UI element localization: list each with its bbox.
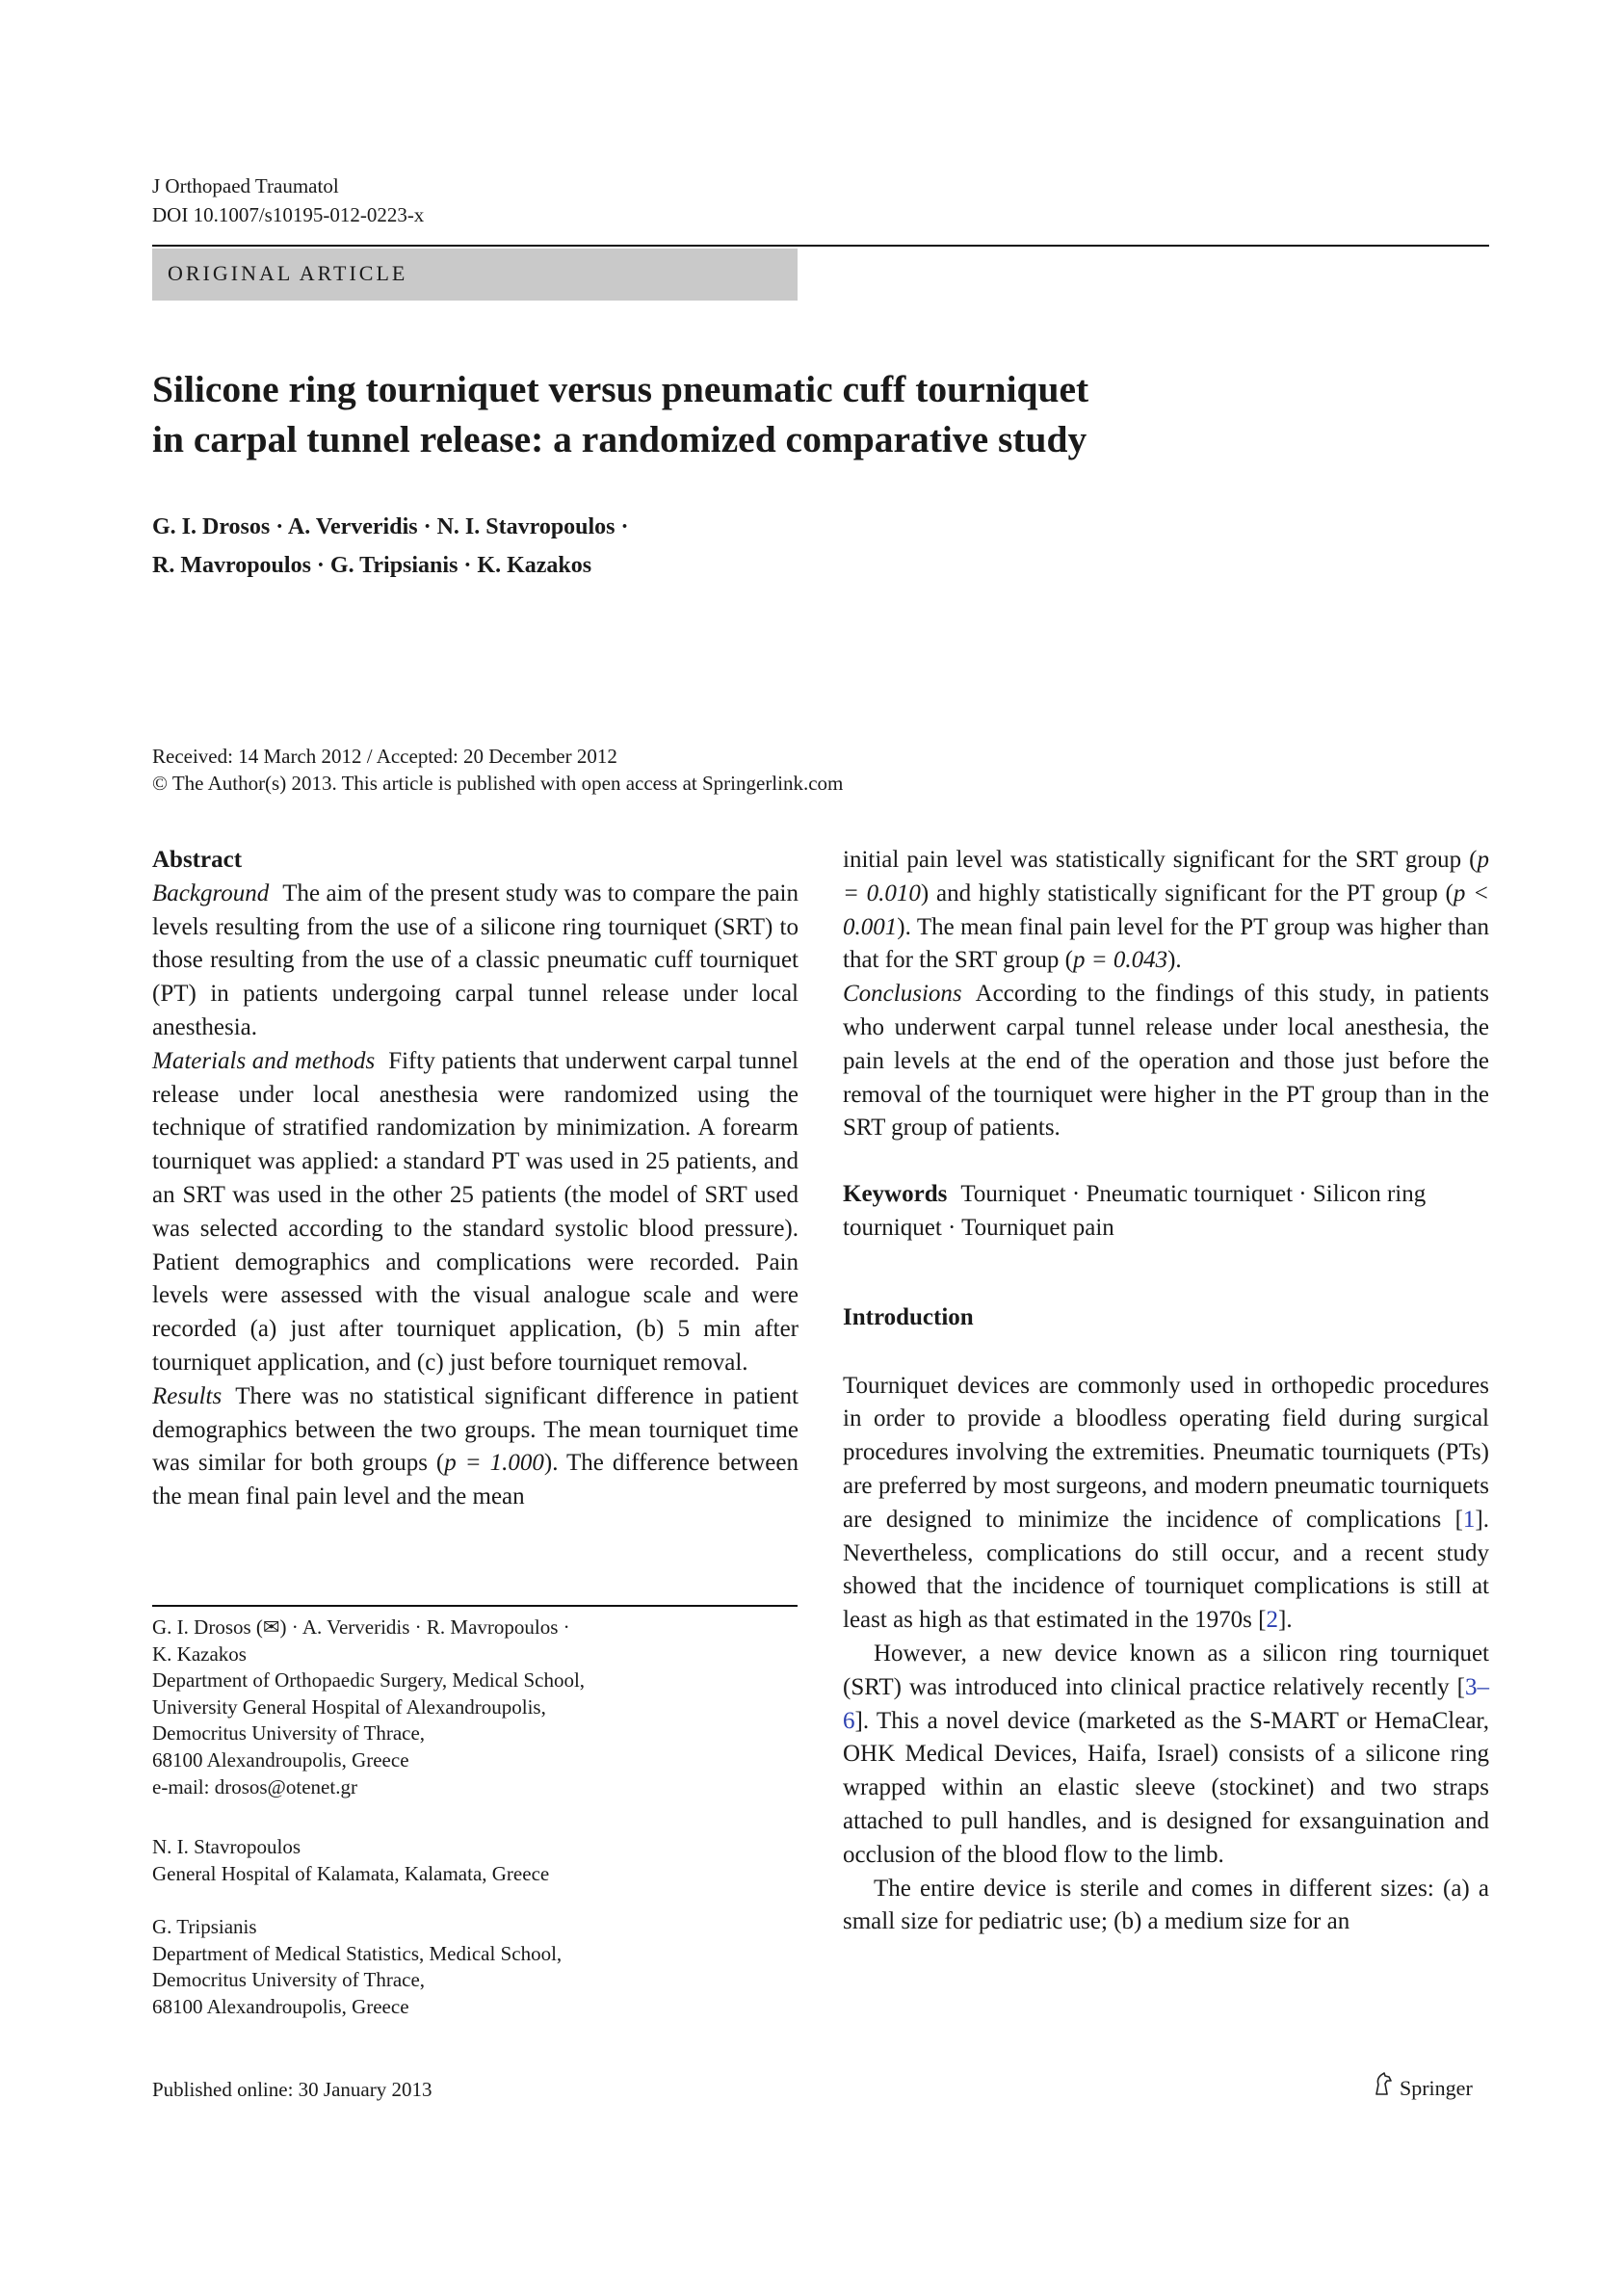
intro-p2-text-b: ]. This a novel device (marketed as the S-MART or HemaClear, OHK Medical Devices, Haifa, Israel) consists of a silicone ring wrapped within an elastic sleeve (stockinet) and two straps attached to pull handles, and is designed for exsanguination and occlusion of the blood flow to the limb. [843, 1707, 1489, 1868]
keywords-text: Tourniquet · Pneumatic tourniquet · Silicon ring tourniquet · Tourniquet pain [843, 1181, 1427, 1241]
affiliation-line: N. I. Stavropoulos [152, 1835, 301, 1858]
abstract-background [152, 878, 799, 1045]
affiliation-line: General Hospital of Kalamata, Kalamata, Greece [152, 1861, 550, 1885]
journal-header [152, 171, 424, 229]
article-dates [152, 743, 1019, 797]
citation-link[interactable]: 2 [1266, 1607, 1278, 1634]
affiliation-line: 68100 Alexandroupolis, Greece [152, 1747, 409, 1772]
citation-link[interactable]: 1 [1462, 1506, 1476, 1533]
affiliation-block-1 [152, 1615, 807, 1800]
intro-p2-text-a: However, a new device known as a silicon ring tourniquet (SRT) was introduced into clinical practice relatively recently [ [843, 1640, 1489, 1700]
author-list [152, 508, 1308, 585]
affiliation-line: Democritus University of Thrace, [152, 1968, 426, 1992]
methods-label: Materials and methods [152, 1047, 376, 1074]
results-text-a: There was no statistical significant difference in patient demographics between the two groups. The mean tourniquet time was similar for both groups ( [152, 1382, 799, 1477]
left-column [152, 844, 799, 1514]
publisher-logo [1373, 2071, 1473, 2106]
conclusions-label: Conclusions [843, 981, 962, 1008]
keywords-label: Keywords [843, 1181, 948, 1208]
affiliation-line: Democritus University of Thrace, [152, 1721, 426, 1746]
title-line-2: in carpal tunnel release: a randomized comparative study [152, 418, 1087, 460]
abstract-results-continued [843, 844, 1489, 978]
journal-doi: DOI 10.1007/s10195-012-0223-x [152, 203, 425, 226]
title-line-1: Silicone ring tourniquet versus pneumatic cuff tourniquet [152, 368, 1089, 410]
background-label: Background [152, 879, 270, 906]
published-online: Published online: 30 January 2013 [152, 2078, 432, 2101]
affiliation-line: University General Hospital of Alexandroupolis, [152, 1694, 546, 1719]
journal-name: J Orthopaed Traumatol [152, 174, 339, 197]
intro-p1-text-a: Tourniquet devices are commonly used in orthopedic procedures in order to provide a bloodless operating field during surgical procedures involving the extremities. Pneumatic tourniquets (PTs) are preferred by most surgeons, and modern pneumatic tourniquets are designed to minimize the incidence of complications [ [843, 1372, 1489, 1533]
publisher-name: Springer [1400, 2076, 1473, 2100]
article-title [152, 364, 1404, 464]
results-p-value-4: p = 0.043 [1072, 947, 1168, 974]
received-accepted: Received: 14 March 2012 / Accepted: 20 December 2012 [152, 745, 617, 768]
conclusions-text: According to the findings of this study, in patients who underwent carpal tunnel release under local anesthesia, the pain levels at the end of the operation and those just before the removal of the tourniquet were higher in the PT group than in the SRT group of patients. [843, 981, 1489, 1142]
abstract-methods [152, 1045, 799, 1380]
introduction-heading: Introduction [843, 1303, 974, 1330]
header-rule [152, 245, 1489, 247]
affiliation-line: G. Tripsianis [152, 1915, 257, 1938]
affiliation-block-3 [152, 1914, 807, 2020]
results-p-value-3: p < 0.001 [843, 879, 1490, 940]
results-text-d: ) and highly statistically significant for the PT group ( [920, 879, 1454, 906]
springer-horse-icon [1373, 2071, 1394, 2106]
results-text-b: ). The difference between the mean final pain level and the mean [152, 1450, 799, 1510]
results-text-e: ). The mean final pain level for the PT group was higher than that for the SRT group ( [843, 913, 1489, 974]
affiliation-line: 68100 Alexandroupolis, Greece [152, 1994, 409, 2018]
abstract-results [152, 1380, 799, 1514]
copyright-notice: © The Author(s) 2013. This article is published with open access at Springerlink.com [152, 772, 844, 795]
citation-link[interactable]: 3–6 [843, 1673, 1489, 1734]
results-label: Results [152, 1382, 223, 1409]
keywords [843, 1178, 1489, 1246]
results-text-c: initial pain level was statistically significant for the SRT group ( [843, 847, 1478, 873]
introduction-paragraph-1 [843, 1370, 1489, 1638]
results-p-value-1: p = 1.000 [444, 1450, 544, 1477]
intro-p1-text-b: ]. Nevertheless, complications do still occur, and a recent study showed that the incidence of tourniquet complications is still at least as high as that estimated in the 1970s [ [843, 1506, 1489, 1634]
abstract-conclusions [843, 978, 1489, 1145]
background-text: The aim of the present study was to compare the pain levels resulting from the use of a silicone ring tourniquet (SRT) to those resulting from the use of a classic pneumatic cuff tourniquet (PT) in patients undergoing carpal tunnel release under local anesthesia. [152, 879, 799, 1040]
authors-line-2: R. Mavropoulos · G. Tripsianis · K. Kazakos [152, 553, 592, 578]
affiliation-line: Department of Medical Statistics, Medical School, [152, 1941, 563, 1965]
intro-p1-text-c: ]. [1278, 1607, 1293, 1634]
affiliation-line: G. I. Drosos (✉) · A. Ververidis · R. Mavropoulos · [152, 1615, 570, 1639]
affiliation-email: e-mail: drosos@otenet.gr [152, 1774, 357, 1798]
affiliation-block-2 [152, 1834, 807, 1887]
introduction-paragraph-2 [843, 1638, 1489, 1873]
introduction-paragraph-3: The entire device is sterile and comes in different sizes: (a) a small size for pediatric use; (b) a medium size for an [843, 1875, 1489, 1935]
affiliation-line: K. Kazakos [152, 1641, 247, 1666]
abstract-heading: Abstract [152, 847, 243, 873]
article-type-banner: ORIGINAL ARTICLE [152, 249, 798, 301]
results-text-f: ). [1167, 947, 1182, 974]
methods-text: Fifty patients that underwent carpal tunnel release under local anesthesia were randomized using the technique of stratified randomization by minimization. A forearm tourniquet was applied: a standard PT was used in 25 patients, and an SRT was used in the other 25 patients (the model of SRT used was selected according to the standard systolic blood pressure). Patient demographics and complications were recorded. Pain levels were assessed with the visual analogue scale and were recorded (a) just after tourniquet application, (b) 5 min after tourniquet application, and (c) just before tourniquet removal. [152, 1047, 799, 1376]
right-column [843, 844, 1489, 1939]
affiliation-line: Department of Orthopaedic Surgery, Medical School, [152, 1668, 586, 1693]
affiliation-rule [152, 1605, 798, 1607]
authors-line-1: G. I. Drosos · A. Ververidis · N. I. Stavropoulos · [152, 514, 629, 539]
results-p-value-2: p = 0.010 [843, 847, 1489, 906]
